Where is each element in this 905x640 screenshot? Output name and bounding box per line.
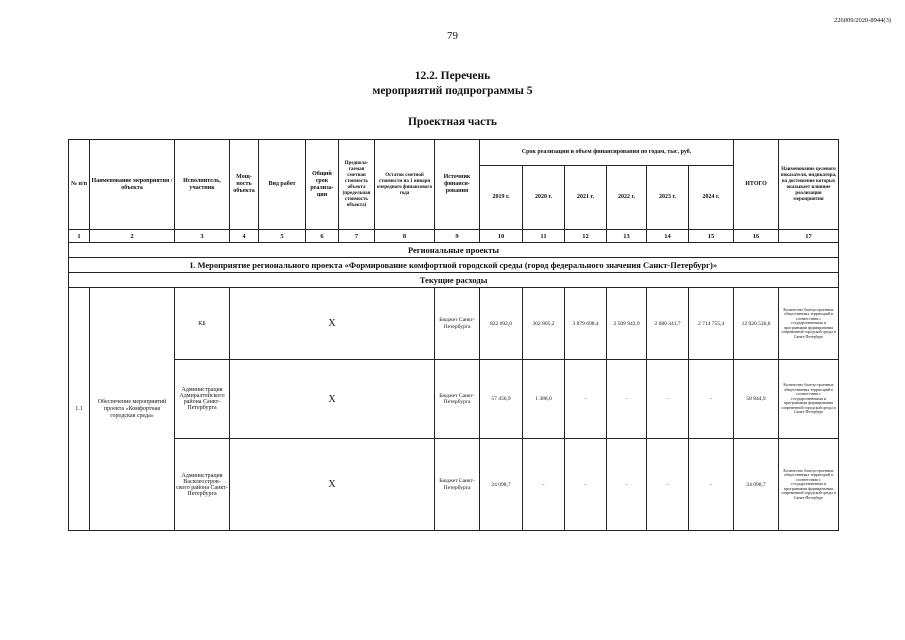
indicator-cell: Количество благоустроенных общественных территорий в соответствии с государственными и программами формирования современной городской среды в Санкт-Петербург — [779, 360, 839, 439]
column-number: 4 — [230, 230, 259, 243]
page-number: 79 — [447, 30, 458, 42]
header-num: № п/п — [69, 140, 90, 230]
header-source: Источник финанси- рования — [435, 140, 480, 230]
header-term: Общий срок реализа- ции — [306, 140, 339, 230]
header-year: 2021 г. — [565, 166, 607, 230]
x-cell: Х — [230, 439, 435, 531]
column-number: 14 — [647, 230, 689, 243]
section-event-title: I. Мероприятие регионального проекта «Формирование комфортной городской среды (город федерального значения Санкт-Петербург)» — [69, 258, 839, 273]
value-cell: 2 509 943,9 — [607, 288, 647, 360]
value-cell: - — [565, 360, 607, 439]
column-number: 7 — [339, 230, 375, 243]
header-indicator: Наименование целевого показателя, индикатора, на достижение которых оказывает влияние реализация мероприятия — [779, 140, 839, 230]
header-remainder: Остаток сметной стоимости на 1 января очередного финансового года — [375, 140, 435, 230]
column-number-row — [69, 230, 839, 243]
header-total: ИТОГО — [734, 140, 779, 230]
value-cell: 1 388,0 — [523, 360, 565, 439]
value-cell: - — [607, 360, 647, 439]
header-year: 2024 г. — [689, 166, 734, 230]
executor-cell: Администрация Василеостров- ского района Санкт- Петербурга — [175, 439, 230, 531]
table-row — [69, 439, 839, 531]
section-regional-projects: Региональные проекты — [69, 243, 839, 258]
document-id: 226009/2020-8944(3) — [833, 17, 891, 24]
column-number: 8 — [375, 230, 435, 243]
header-name: Наименование мероприятия / объекта — [90, 140, 175, 230]
column-number: 12 — [565, 230, 607, 243]
value-cell: 24 098,7 — [480, 439, 523, 531]
header-work-type: Вид работ — [259, 140, 306, 230]
header-executor: Исполнитель, участник — [175, 140, 230, 230]
title-line-2: мероприятий подпрограммы 5 — [372, 85, 533, 97]
value-cell: 57 456,9 — [480, 360, 523, 439]
total-cell: 12 920 536,6 — [734, 288, 779, 360]
header-year: 2022 г. — [607, 166, 647, 230]
events-table — [68, 139, 839, 531]
table-row — [69, 360, 839, 439]
total-cell: 24 098,7 — [734, 439, 779, 531]
section-title: Проектная часть — [407, 116, 497, 128]
value-cell: 3 879 698,4 — [565, 288, 607, 360]
header-capacity: Мощ- ность объекта — [230, 140, 259, 230]
column-number: 13 — [607, 230, 647, 243]
value-cell: - — [565, 439, 607, 531]
column-number: 15 — [689, 230, 734, 243]
value-cell: 302 805,2 — [523, 288, 565, 360]
indicator-cell: Количество благоустроенных общественных территорий в соответствии с государственными и программами формирования современной городской среды в Санкт-Петербург — [779, 439, 839, 531]
executor-cell: Администрация Адмиралтейского района Санкт-Петербурга — [175, 360, 230, 439]
source-cell: Бюджет Санкт- Петербурга — [435, 439, 480, 531]
value-cell: 822 092,0 — [480, 288, 523, 360]
header-period-group: Срок реализации и объем финансирования по годам, тыс. руб. — [480, 140, 734, 166]
header-year: 2023 г. — [647, 166, 689, 230]
value-cell: - — [689, 439, 734, 531]
value-cell: 2 680 341,7 — [647, 288, 689, 360]
value-cell: - — [607, 439, 647, 531]
table-row — [69, 288, 839, 360]
item-number: 1.1 — [69, 288, 90, 531]
value-cell: - — [647, 360, 689, 439]
indicator-cell: Количество благоустроенных общественных территорий в соответствии с государственными и программами формирования современной городской среды в Санкт-Петербург — [779, 288, 839, 360]
header-year: 2020 г. — [523, 166, 565, 230]
column-number: 9 — [435, 230, 480, 243]
section-current-expenses: Текущие расходы — [69, 273, 839, 288]
column-number: 10 — [480, 230, 523, 243]
column-number: 3 — [175, 230, 230, 243]
item-name: Обеспечение мероприятий проекта «Комфортная городская среда» — [90, 288, 175, 531]
column-number: 16 — [734, 230, 779, 243]
executor-cell: КБ — [175, 288, 230, 360]
source-cell: Бюджет Санкт- Петербурга — [435, 360, 480, 439]
title-line-1: 12.2. Перечень — [414, 70, 491, 82]
column-number: 17 — [779, 230, 839, 243]
column-number: 6 — [306, 230, 339, 243]
value-cell: - — [523, 439, 565, 531]
value-cell: - — [647, 439, 689, 531]
header-year: 2019 г. — [480, 166, 523, 230]
header-estimated-cost: Предпола- гаемая сметная стоимость объекта (предельная стоимость объекта) — [339, 140, 375, 230]
column-number: 5 — [259, 230, 306, 243]
x-cell: Х — [230, 360, 435, 439]
column-number: 1 — [69, 230, 90, 243]
column-number: 11 — [523, 230, 565, 243]
total-cell: 58 844,9 — [734, 360, 779, 439]
column-number: 2 — [90, 230, 175, 243]
value-cell: 2 714 755,4 — [689, 288, 734, 360]
source-cell: Бюджет Санкт- Петербурга — [435, 288, 480, 360]
value-cell: - — [689, 360, 734, 439]
x-cell: Х — [230, 288, 435, 360]
